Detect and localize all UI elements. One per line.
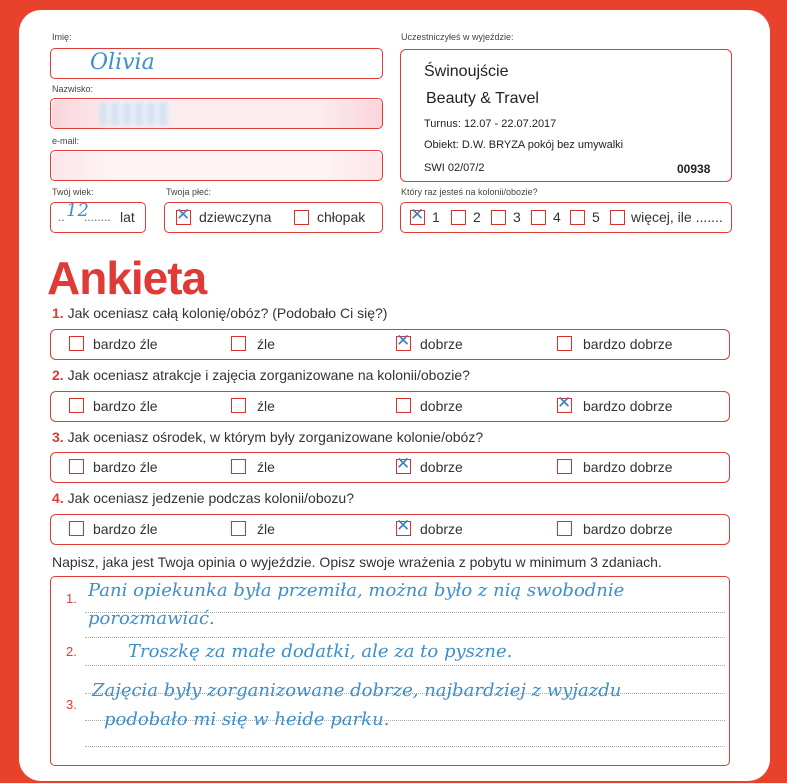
answer-3-line2: podobało mi się w heide parku. — [104, 709, 390, 730]
name-value: Olivia — [90, 50, 155, 75]
trip-label: Uczestniczyłeś w wyjeździe: — [401, 32, 514, 42]
times-1-checkbox[interactable] — [410, 210, 425, 225]
times-more-label: więcej, ile ....... — [631, 209, 723, 225]
question-4-option-3-checkbox[interactable] — [396, 521, 411, 536]
answer-3-number: 3. — [66, 697, 77, 712]
times-3-label: 3 — [513, 209, 521, 225]
question-text: Jak oceniasz ośrodek, w którym były zorganizowane kolonie/obóz? — [67, 429, 484, 445]
times-5-label: 5 — [592, 209, 600, 225]
question-text: Jak oceniasz atrakcje i zajęcia zorganizowane na kolonii/obozie? — [67, 367, 470, 383]
email-label: e-mail: — [52, 136, 80, 146]
question-number: 1. — [52, 305, 64, 321]
question-3-option-2-checkbox[interactable] — [231, 459, 246, 474]
survey-title: Ankieta — [47, 252, 207, 304]
question-4-option-1-checkbox[interactable] — [69, 521, 84, 536]
question-1-option-2-checkbox[interactable] — [231, 336, 246, 351]
question-2-option-2-checkbox[interactable] — [231, 398, 246, 413]
times-2-checkbox[interactable] — [451, 210, 466, 225]
question-1-option-4-checkbox[interactable] — [557, 336, 572, 351]
question-2-option-1-checkbox[interactable] — [69, 398, 84, 413]
name-label: Imię: — [52, 32, 72, 42]
question-1-option-4-label: bardzo dobrze — [583, 336, 673, 352]
gender-label: Twoja płeć: — [166, 187, 212, 197]
question-4 — [52, 490, 354, 506]
times-5-checkbox[interactable] — [570, 210, 585, 225]
email-redaction — [52, 152, 382, 180]
opinion-prompt: Napisz, jaka jest Twoja opinia o wyjeździe. Opisz swoje wrażenia z pobytu w minimum 3 zdaniach. — [52, 554, 662, 570]
question-1-option-3-checkbox[interactable] — [396, 336, 411, 351]
question-number: 3. — [52, 429, 64, 445]
answer-2-number: 2. — [66, 644, 77, 659]
question-4-option-1-label: bardzo źle — [93, 521, 158, 537]
trip-number: 00938 — [677, 162, 711, 176]
question-number: 2. — [52, 367, 64, 383]
question-2-option-4-label: bardzo dobrze — [583, 398, 673, 414]
times-4-checkbox[interactable] — [531, 210, 546, 225]
surname-label: Nazwisko: — [52, 84, 94, 94]
answer-1-line1: Pani opiekunka była przemiła, można było z nią swobodnie — [88, 580, 625, 601]
answer-2-line1: Troszkę za małe dodatki, ale za to pyszne. — [128, 641, 513, 662]
question-1-option-1-label: bardzo źle — [93, 336, 158, 352]
question-3-option-2-label: źle — [257, 459, 275, 475]
question-2-option-2-label: źle — [257, 398, 275, 414]
answer-1-line2: porozmawiać. — [88, 608, 215, 629]
question-3-option-4-checkbox[interactable] — [557, 459, 572, 474]
trip-city: Świnoujście — [424, 63, 509, 80]
trip-code: SWI 02/07/2 — [424, 162, 485, 174]
age-label: Twój wiek: — [52, 187, 94, 197]
trip-info-box — [400, 49, 732, 182]
question-1-option-3-label: dobrze — [420, 336, 463, 352]
age-dots-after: ........ — [84, 210, 111, 224]
question-3 — [52, 429, 483, 445]
times-1-label: 1 — [432, 209, 440, 225]
age-value: 12 — [66, 200, 89, 221]
gender-female-label: dziewczyna — [199, 209, 272, 225]
question-2-option-1-label: bardzo źle — [93, 398, 158, 414]
trip-object: Obiekt: D.W. BRYZA pokój bez umywalki — [424, 139, 624, 151]
times-4-label: 4 — [553, 209, 561, 225]
gender-male-label: chłopak — [317, 209, 366, 225]
trip-turnus: Turnus: 12.07 - 22.07.2017 — [424, 118, 557, 130]
times-more-checkbox[interactable] — [610, 210, 625, 225]
question-number: 4. — [52, 490, 64, 506]
question-text: Jak oceniasz całą kolonię/obóz? (Podobało Ci się?) — [67, 305, 388, 321]
age-unit: lat — [120, 209, 135, 225]
question-4-option-4-label: bardzo dobrze — [583, 521, 673, 537]
question-3-option-1-label: bardzo źle — [93, 459, 158, 475]
question-3-option-1-checkbox[interactable] — [69, 459, 84, 474]
question-1-option-2-label: źle — [257, 336, 275, 352]
times-2-label: 2 — [473, 209, 481, 225]
question-4-option-3-label: dobrze — [420, 521, 463, 537]
answer-3-line1: Zajęcia były zorganizowane dobrze, najbardziej z wyjazdu — [92, 680, 622, 701]
question-1-option-1-checkbox[interactable] — [69, 336, 84, 351]
trip-name: Beauty & Travel — [426, 90, 539, 107]
question-4-option-2-label: źle — [257, 521, 275, 537]
question-4-option-4-checkbox[interactable] — [557, 521, 572, 536]
question-3-option-3-checkbox[interactable] — [396, 459, 411, 474]
opinion-field[interactable] — [50, 576, 730, 766]
age-dots-before: .. — [58, 210, 65, 224]
question-2 — [52, 367, 470, 383]
question-1 — [52, 305, 387, 321]
question-text: Jak oceniasz jedzenie podczas kolonii/obozu? — [67, 490, 354, 506]
question-4-option-2-checkbox[interactable] — [231, 521, 246, 536]
gender-female-checkbox[interactable] — [176, 210, 191, 225]
gender-male-checkbox[interactable] — [294, 210, 309, 225]
times-label: Który raz jesteś na kolonii/obozie? — [401, 187, 538, 197]
surname-redaction-text — [100, 102, 170, 126]
question-2-option-3-label: dobrze — [420, 398, 463, 414]
question-3-option-3-label: dobrze — [420, 459, 463, 475]
times-3-checkbox[interactable] — [491, 210, 506, 225]
question-3-option-4-label: bardzo dobrze — [583, 459, 673, 475]
question-2-option-4-checkbox[interactable] — [557, 398, 572, 413]
answer-1-number: 1. — [66, 591, 77, 606]
question-2-option-3-checkbox[interactable] — [396, 398, 411, 413]
